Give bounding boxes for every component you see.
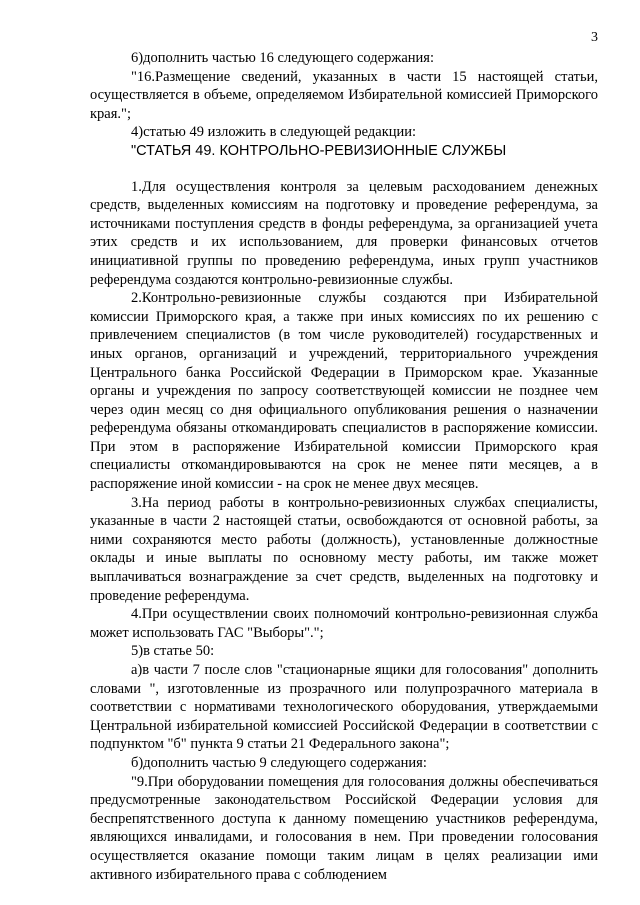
- document-body: [90, 49, 598, 884]
- paragraph-part-16-text: "16.Размещение сведений, указанных в части 15 настоящей статьи, осуществляется в объеме, определяемом Избирательной комиссией Приморского края.";: [90, 68, 598, 122]
- page-number: 3: [591, 30, 598, 45]
- paragraph-part-9-text: "9.При оборудовании помещения для голосования должны обеспечиваться предусмотренные законодательством Российской Федерации условия для беспрепятственного доступа к данному помещению участников референдума, являющихся инвалидами, и голосования в нем. При проведении голосования осуществляется оказание помощи таким лицам в целях реализации ими активного избирательного права с соблюдением: [90, 773, 598, 883]
- article-49-part-2: 2.Контрольно-ревизионные службы создаются при Избирательной комиссии Приморского края, а также при иных комиссиях по их решению с привлечением специалистов (в том числе руководителей) государственных и иных органов, организаций и учреждений, территориального учреждения Центрального банка Российской Федерации в Приморском крае. Указанные органы и учреждения по запросу соответствующей комиссии не позднее чем через один месяц со дня официального опубликования решения о назначении референдума обязаны откомандировать специалистов в распоряжение комиссии. При этом в распоряжение Избирательной комиссии Приморского края специалисты откомандировываются на срок не менее пяти месяцев, а в распоряжение иной комиссии - на срок не менее двух месяцев.: [90, 290, 598, 493]
- article-49-heading: "СТАТЬЯ 49. КОНТРОЛЬНО-РЕВИЗИОННЫЕ СЛУЖБЫ: [131, 142, 507, 159]
- paragraph-amend-part-16: 6)дополнить частью 16 следующего содержания:: [131, 50, 434, 66]
- paragraph-amend-article-49: 4)статью 49 изложить в следующей редакции:: [131, 124, 417, 141]
- paragraph-amend-article-50: 5)в статье 50:: [131, 643, 215, 660]
- paragraph-amend-part-9: б)дополнить частью 9 следующего содержания:: [131, 754, 427, 771]
- article-49-part-3: 3.На период работы в контрольно-ревизионных службах специалисты, указанные в части 2 настоящей статьи, освобождаются от основной работы, за ними сохраняются место работы (должность), установленные должностные оклады и иные выплаты по основному месту работы, им также может выплачиваться вознаграждение за счет средств, выделенных на подготовку и проведение референдума.: [90, 494, 598, 604]
- paragraph-article-50-part-7: а)в части 7 после слов "стационарные ящики для голосования" дополнить словами ", изготовленные из прозрачного или полупрозрачного материала в соответствии с нормативами технологического оборудования, утверждаемыми Центральной избирательной комиссией Российской Федерации в соответствии с подпунктом "б" пункта 9 статьи 21 Федерального закона";: [90, 662, 598, 753]
- article-49-part-1: 1.Для осуществления контроля за целевым расходованием денежных средств, выделенных комиссиям на подготовку и проведение референдума, за источниками поступления средств в фонды референдума, за организацией учета этих средств и их использованием, для проверки финансовых отчетов инициативной группы по проведению референдума, иных групп участников референдума создаются контрольно-ревизионные службы.: [90, 178, 598, 288]
- article-49-part-4: 4.При осуществлении своих полномочий контрольно-ревизионная служба может использовать ГАС "Выборы".";: [90, 606, 598, 641]
